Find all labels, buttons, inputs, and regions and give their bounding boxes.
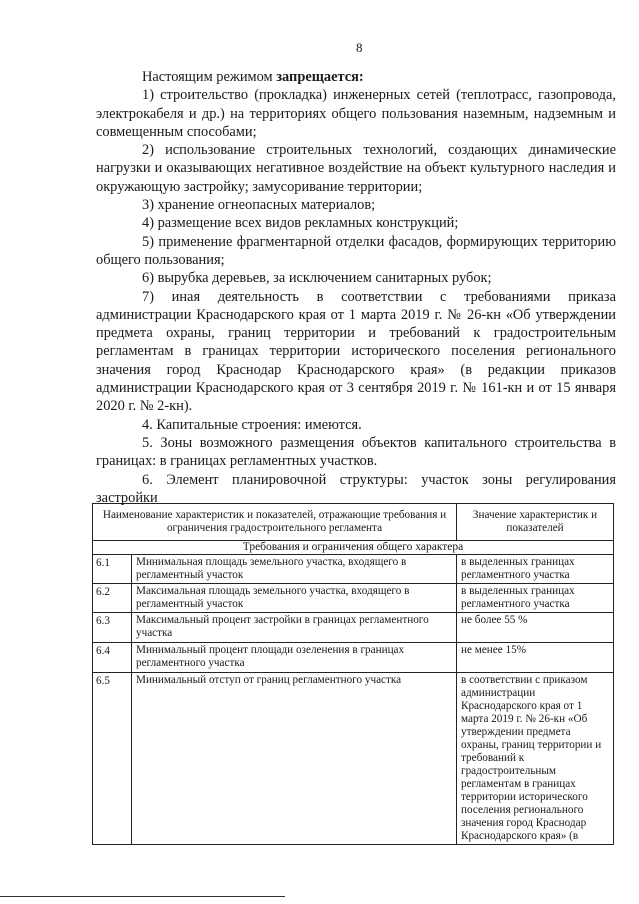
table-subheader-row bbox=[93, 541, 614, 555]
table-header-right: Значение характеристик и показателей bbox=[457, 504, 614, 541]
document-body bbox=[96, 68, 616, 507]
paragraph-item-1: 1) строительство (прокладка) инженерных сетей (теплотрасс, газопровода, электрокабеля и др.) на территориях общего пользования наземным, надземным и совмещенным способами; bbox=[96, 87, 616, 140]
row-number: 6.5 bbox=[93, 673, 132, 845]
footer-divider bbox=[0, 896, 285, 897]
row-number: 6.1 bbox=[93, 555, 132, 584]
intro-paragraph bbox=[96, 68, 616, 86]
intro-bold-text: запрещается: bbox=[276, 69, 364, 85]
row-number: 6.2 bbox=[93, 584, 132, 613]
table-row bbox=[93, 673, 614, 845]
row-name: Минимальный отступ от границ регламентного участка bbox=[132, 673, 457, 845]
paragraph-section-6: 6. Элемент планировочной структуры: участок зоны регулирования застройки bbox=[96, 471, 616, 506]
row-value: в соответствии с приказом администрации Краснодарского края от 1 марта 2019 г. № 26-кн «Об утверждении предмета охраны, границ территории и требований к градостроительным регламентам в границах территории исторического поселения регионального значения город Краснодар Краснодарского края» (в bbox=[457, 673, 614, 845]
regulation-table bbox=[92, 503, 614, 845]
table-row bbox=[93, 643, 614, 673]
page-number: 8 bbox=[356, 40, 363, 55]
table-header-row bbox=[93, 504, 614, 541]
row-value: в выделенных границах регламентного участка bbox=[457, 584, 614, 613]
paragraph-item-3: 3) хранение огнеопасных материалов; bbox=[142, 197, 376, 214]
table-header-left: Наименование характеристик и показателей, отражающие требования и ограничения градостроительного регламента bbox=[93, 504, 457, 541]
table-row bbox=[93, 555, 614, 584]
row-number: 6.4 bbox=[93, 643, 132, 673]
row-name: Минимальный процент площади озеленения в границах регламентного участка bbox=[132, 643, 457, 673]
row-value: не более 55 % bbox=[457, 613, 614, 643]
row-number: 6.3 bbox=[93, 613, 132, 643]
paragraph-section-4: 4. Капитальные строения: имеются. bbox=[142, 416, 362, 433]
paragraph-item-2: 2) использование строительных технологий, создающих динамические нагрузки и оказывающих негативное воздействие на объект культурного наследия и окружающую застройку; замусоривание территории; bbox=[96, 142, 616, 195]
paragraph-item-6: 6) вырубка деревьев, за исключением санитарных рубок; bbox=[142, 270, 492, 287]
paragraph-section-5: 5. Зоны возможного размещения объектов капитального строительства в границах: в границах регламентных участков. bbox=[96, 434, 616, 470]
row-value: в выделенных границах регламентного участка bbox=[457, 555, 614, 584]
row-name: Максимальная площадь земельного участка, входящего в регламентный участок bbox=[132, 584, 457, 613]
intro-text: Настоящим режимом bbox=[142, 69, 277, 85]
row-name: Минимальная площадь земельного участка, входящего в регламентный участок bbox=[132, 555, 457, 584]
row-name: Максимальный процент застройки в границах регламентного участка bbox=[132, 613, 457, 643]
paragraph-item-7: 7) иная деятельность в соответствии с требованиями приказа администрации Краснодарского края от 1 марта 2019 г. № 26-кн «Об утверждении предмета охраны, границ территории и требований к градостроительным регламентам в границах территории исторического поселения регионального значения город Краснодар Краснодарского края» (в редакции приказов администрации Краснодарского края от 3 сентября 2019 г. № 161-кн и от 15 января 2020 г. № 2-кн). bbox=[96, 288, 616, 415]
table-row bbox=[93, 613, 614, 643]
table-subheader: Требования и ограничения общего характера bbox=[93, 541, 614, 555]
paragraph-item-4: 4) размещение всех видов рекламных конструкций; bbox=[142, 215, 459, 232]
table-row bbox=[93, 584, 614, 613]
row-value: не менее 15% bbox=[457, 643, 614, 673]
paragraph-item-5: 5) применение фрагментарной отделки фасадов, формирующих территорию общего пользования; bbox=[96, 233, 616, 268]
